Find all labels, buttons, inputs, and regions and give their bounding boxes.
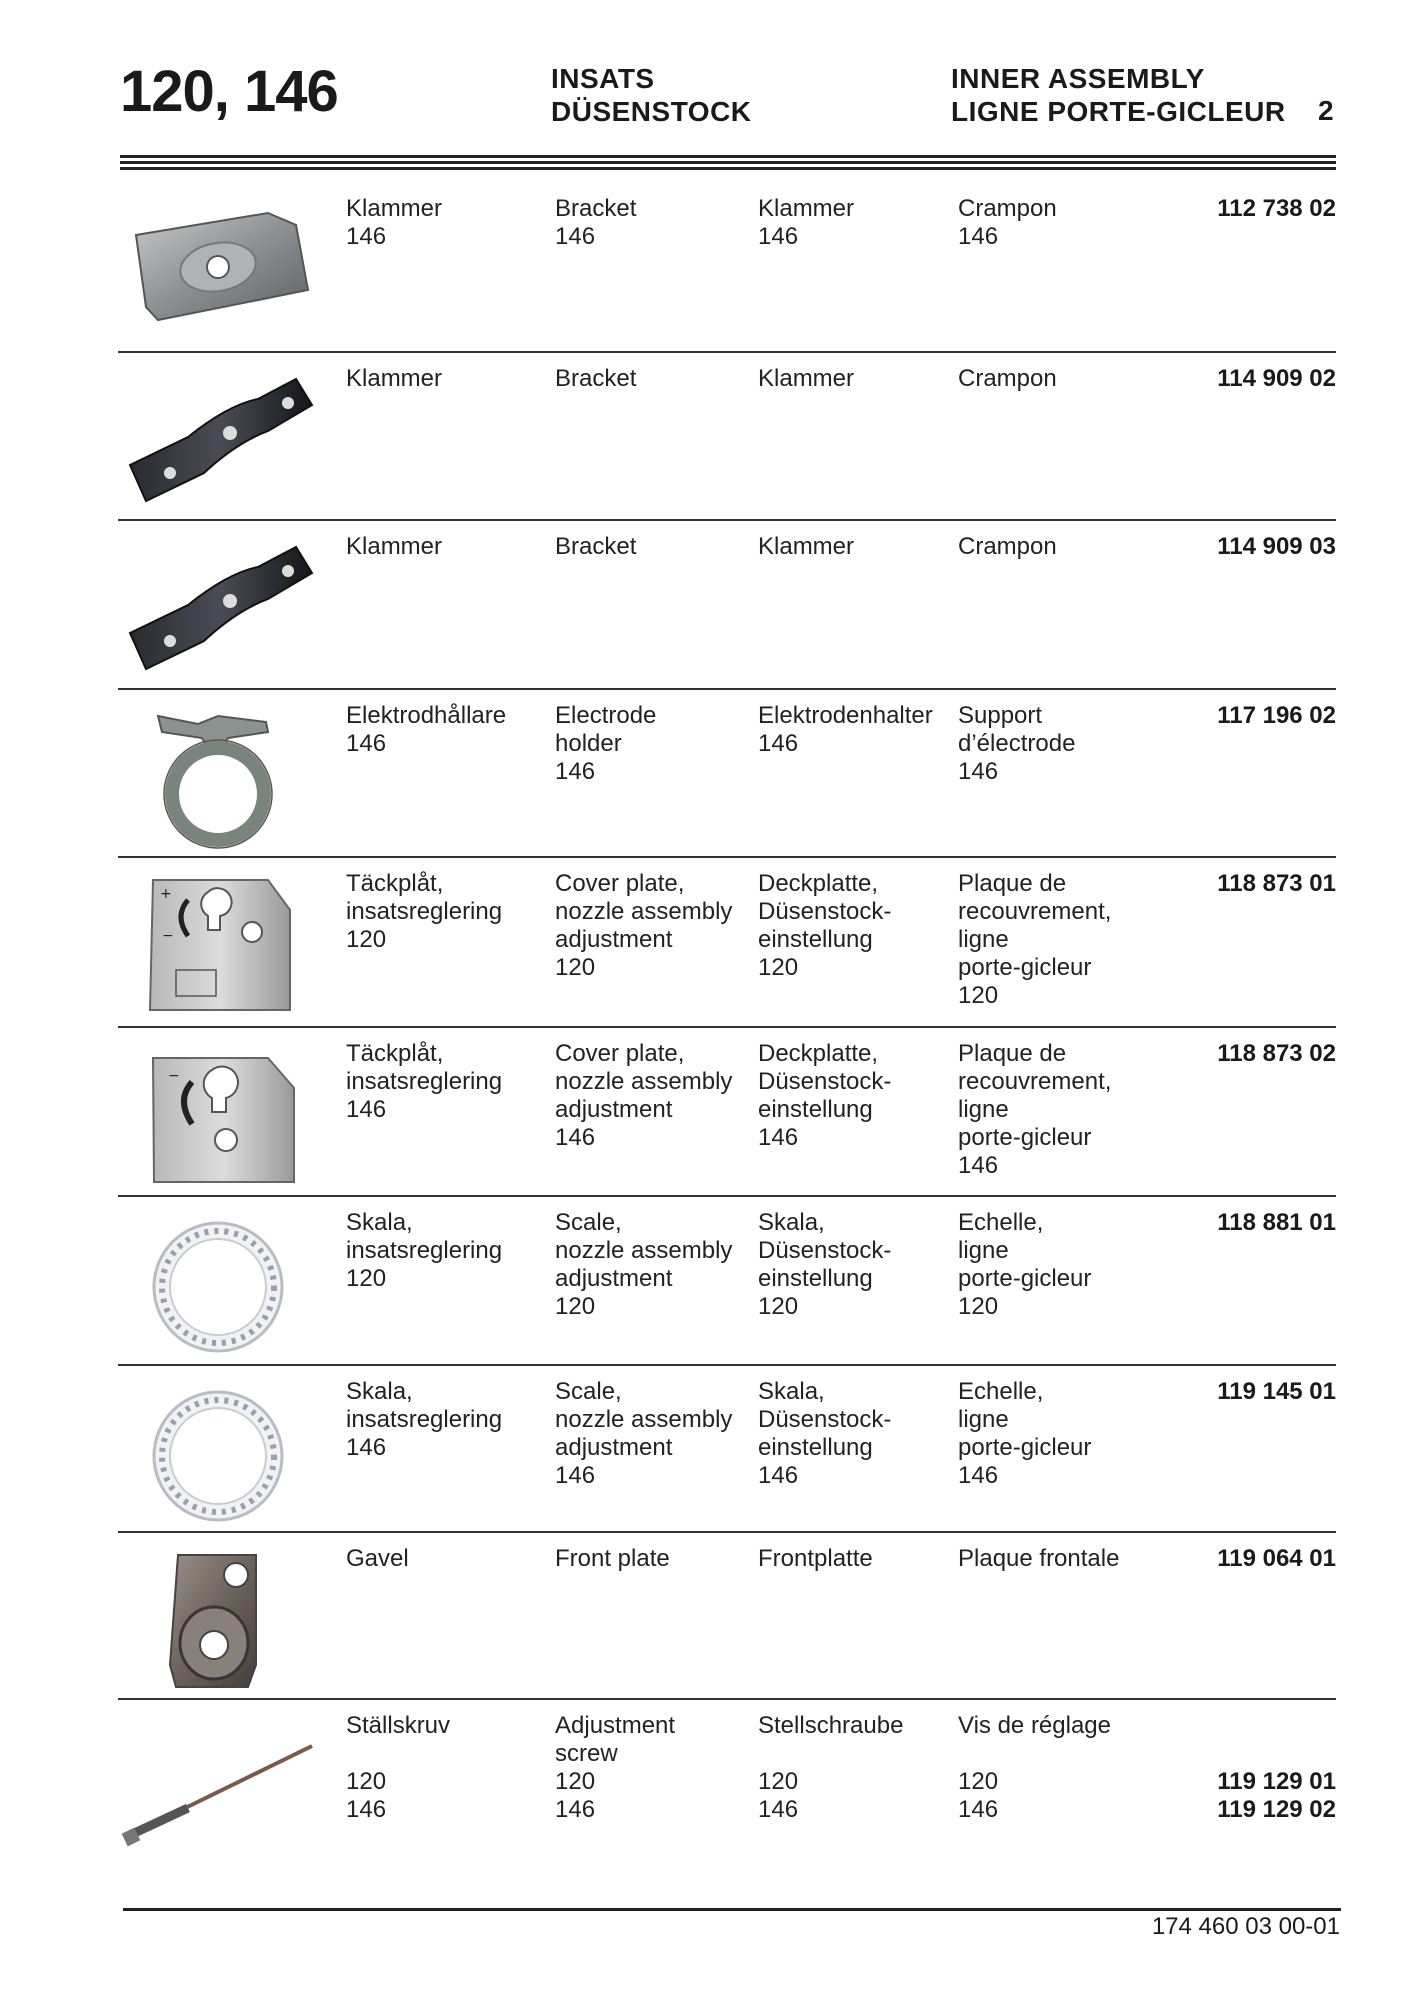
part-number-line: 114 909 02 <box>1217 365 1336 392</box>
part-name-en <box>555 195 636 251</box>
part-name-line <box>346 1740 450 1768</box>
part-name-line: Deckplatte, <box>758 1040 879 1067</box>
part-name-sv <box>346 533 442 561</box>
part-name-line: Täckplåt, <box>346 870 444 897</box>
part-name-line: Düsenstock- <box>758 898 892 925</box>
part-name-line: nozzle assembly <box>555 1406 733 1433</box>
part-name-line: Gavel <box>346 1545 409 1572</box>
part-name-line: 146 <box>958 223 999 250</box>
header-title-fr: LIGNE PORTE-GICLEUR <box>951 96 1286 127</box>
part-name-line: Klammer <box>758 533 855 560</box>
part-number <box>1217 1040 1336 1068</box>
part-name-de <box>758 365 854 393</box>
part-name-line: Elektrodenhalter <box>758 702 933 729</box>
part-name-fr <box>958 1545 1119 1573</box>
part-name-line: Cover plate, <box>555 870 685 897</box>
part-name-line: 146 <box>958 1152 999 1179</box>
header-title-de: DÜSENSTOCK <box>551 96 752 127</box>
part-name-de <box>758 533 854 561</box>
part-name-line: 146 <box>758 1124 799 1151</box>
part-name-de <box>758 702 933 758</box>
header-title-en: INNER ASSEMBLY <box>951 63 1205 94</box>
part-number <box>1217 1712 1336 1824</box>
part-name-line: 120 <box>958 1293 999 1320</box>
part-name-line: porte-gicleur <box>958 1265 1092 1292</box>
part-name-line: einstellung <box>758 926 873 953</box>
part-name-line: 146 <box>958 1462 999 1489</box>
part-name-line: 120 <box>958 982 999 1009</box>
part-name-line: 146 <box>346 1434 387 1461</box>
part-name-line: 120 <box>758 1768 799 1795</box>
part-name-line: 120 <box>555 1293 596 1320</box>
row-separator <box>118 1364 1336 1366</box>
svg-text:−: − <box>168 1068 180 1084</box>
cover-plate-146-icon <box>118 1040 318 1195</box>
part-number-line: 112 738 02 <box>1217 195 1336 222</box>
part-number <box>1217 1209 1336 1237</box>
part-number-line: 119 145 01 <box>1217 1378 1336 1405</box>
part-name-line: Skala, <box>346 1378 413 1405</box>
part-name-line: Frontplatte <box>758 1545 873 1572</box>
part-name-fr <box>958 870 1111 1010</box>
part-name-line: 146 <box>555 1124 596 1151</box>
part-number <box>1217 195 1336 223</box>
row-separator <box>118 688 1336 690</box>
part-name-line: ligne <box>958 1406 1009 1433</box>
part-name-line: Deckplatte, <box>758 870 879 897</box>
part-name-line: insatsreglering <box>346 1406 503 1433</box>
part-name-line: 120 <box>346 1265 387 1292</box>
part-name-de <box>758 870 891 982</box>
part-name-sv <box>346 1040 502 1124</box>
part-name-sv <box>346 195 442 251</box>
bracket-black-icon <box>118 533 318 688</box>
part-name-line: Scale, <box>555 1378 622 1405</box>
part-row <box>118 856 1336 1026</box>
part-name-line: Stellschraube <box>758 1712 904 1739</box>
page-number: 2 <box>1318 95 1334 126</box>
row-separator <box>118 1026 1336 1028</box>
part-name-line: 146 <box>555 223 596 250</box>
part-row <box>118 1531 1336 1698</box>
part-name-line: adjustment <box>555 1096 673 1123</box>
part-name-fr <box>958 1378 1091 1490</box>
part-name-line <box>958 1740 1111 1768</box>
row-separator <box>118 1698 1336 1700</box>
part-name-line: Scale, <box>555 1209 622 1236</box>
part-name-line: Vis de réglage <box>958 1712 1111 1739</box>
part-name-line: nozzle assembly <box>555 1237 733 1264</box>
header-rule-middle <box>120 161 1336 164</box>
part-name-line: nozzle assembly <box>555 898 733 925</box>
part-name-line: 120 <box>758 954 799 981</box>
part-name-line: Täckplåt, <box>346 1040 444 1067</box>
part-name-line: 146 <box>758 1796 799 1823</box>
part-name-line: insatsreglering <box>346 1068 503 1095</box>
part-name-line: 146 <box>758 730 799 757</box>
part-name-line: 120 <box>346 926 387 953</box>
part-number-line: 119 129 01 <box>1217 1768 1336 1795</box>
part-row <box>118 519 1336 688</box>
part-name-en <box>555 1378 732 1490</box>
row-separator <box>118 856 1336 858</box>
part-name-line: Elektrodhållare <box>346 702 507 729</box>
part-name-line: Crampon <box>958 195 1057 222</box>
part-row <box>118 351 1336 519</box>
part-name-fr <box>958 533 1057 561</box>
part-name-line: 146 <box>555 1796 596 1823</box>
part-name-en <box>555 702 656 786</box>
part-name-line: 146 <box>758 1462 799 1489</box>
part-name-line: Skala, <box>758 1378 825 1405</box>
part-number-line <box>1217 1712 1336 1740</box>
part-name-de <box>758 1712 903 1824</box>
part-name-en <box>555 1545 670 1573</box>
row-separator <box>118 1531 1336 1533</box>
part-name-line: Klammer <box>758 195 855 222</box>
part-name-line: 120 <box>958 1768 999 1795</box>
part-name-line: 146 <box>346 730 387 757</box>
part-name-line: 146 <box>555 1462 596 1489</box>
part-name-line: adjustment <box>555 926 673 953</box>
part-name-line: Crampon <box>958 365 1057 392</box>
part-name-sv <box>346 365 442 393</box>
part-name-line: Skala, <box>346 1209 413 1236</box>
part-name-line: Electrode <box>555 702 657 729</box>
part-name-line: adjustment <box>555 1265 673 1292</box>
part-name-line: 146 <box>758 223 799 250</box>
part-number-line: 118 873 02 <box>1217 1040 1336 1067</box>
part-name-line: Düsenstock- <box>758 1068 892 1095</box>
scale-ring-icon <box>118 1209 318 1364</box>
part-name-line: ligne <box>958 1096 1009 1123</box>
part-name-line <box>758 1740 903 1768</box>
part-name-line: insatsreglering <box>346 898 503 925</box>
part-name-line: Klammer <box>346 195 443 222</box>
part-name-en <box>555 1209 732 1321</box>
part-name-en <box>555 1040 732 1152</box>
part-name-line: porte-gicleur <box>958 1434 1092 1461</box>
part-number-line: 114 909 03 <box>1217 533 1336 560</box>
part-name-sv <box>346 1378 502 1462</box>
part-name-fr <box>958 365 1057 393</box>
part-name-line: Klammer <box>346 365 443 392</box>
model-number: 120, 146 <box>120 59 338 124</box>
part-name-line: Plaque de <box>958 870 1067 897</box>
part-name-line: 146 <box>555 758 596 785</box>
part-number <box>1217 365 1336 393</box>
part-name-line: recouvrement, <box>958 898 1112 925</box>
row-separator <box>118 519 1336 521</box>
part-name-line: 146 <box>346 223 387 250</box>
part-name-line: einstellung <box>758 1434 873 1461</box>
part-row <box>118 181 1336 351</box>
part-name-line: holder <box>555 730 622 757</box>
header-title-en-fr <box>951 62 1286 128</box>
part-row <box>118 1364 1336 1531</box>
part-number <box>1217 533 1336 561</box>
svg-text:+: + <box>160 886 172 902</box>
part-name-line: recouvrement, <box>958 1068 1112 1095</box>
part-name-line: 120 <box>555 954 596 981</box>
part-name-line: d’électrode <box>958 730 1076 757</box>
part-number <box>1217 1378 1336 1406</box>
part-number-line <box>1217 1740 1336 1768</box>
part-name-line: 120 <box>346 1768 387 1795</box>
part-name-fr <box>958 1040 1111 1180</box>
part-name-line: Cover plate, <box>555 1040 685 1067</box>
part-name-line: Crampon <box>958 533 1057 560</box>
row-separator <box>118 1195 1336 1197</box>
part-name-line: Klammer <box>758 365 855 392</box>
part-name-line: Ställskruv <box>346 1712 451 1739</box>
cover-plate-120-icon <box>118 870 318 1025</box>
part-name-line: Adjustment <box>555 1712 676 1739</box>
part-row <box>118 688 1336 856</box>
part-name-line: 146 <box>958 1796 999 1823</box>
part-name-fr <box>958 195 1057 251</box>
part-name-sv <box>346 870 502 954</box>
bracket-black-icon <box>118 365 318 520</box>
front-plate-icon <box>118 1545 318 1700</box>
part-name-line: porte-gicleur <box>958 1124 1092 1151</box>
part-name-line: Düsenstock- <box>758 1237 892 1264</box>
part-name-sv <box>346 1209 502 1293</box>
part-number <box>1217 1545 1336 1573</box>
part-name-line: Klammer <box>346 533 443 560</box>
part-number-line: 117 196 02 <box>1217 702 1336 729</box>
part-name-line: Bracket <box>555 533 637 560</box>
part-name-line: adjustment <box>555 1434 673 1461</box>
part-name-line: Plaque frontale <box>958 1545 1120 1572</box>
part-name-line: 146 <box>346 1796 387 1823</box>
part-name-line: 146 <box>958 758 999 785</box>
part-number <box>1217 870 1336 898</box>
part-name-line: einstellung <box>758 1265 873 1292</box>
part-name-de <box>758 195 854 251</box>
part-name-fr <box>958 1712 1111 1824</box>
part-name-sv <box>346 1545 409 1573</box>
footer-rule <box>123 1908 1341 1911</box>
part-name-de <box>758 1040 891 1152</box>
part-name-line: ligne <box>958 926 1009 953</box>
part-name-fr <box>958 1209 1091 1321</box>
part-name-line: Bracket <box>555 365 637 392</box>
row-separator <box>118 351 1336 353</box>
part-name-line: 120 <box>758 1293 799 1320</box>
part-name-line: Front plate <box>555 1545 670 1572</box>
part-name-line: Plaque de <box>958 1040 1067 1067</box>
part-name-line: Bracket <box>555 195 637 222</box>
part-number-line: 119 129 02 <box>1217 1796 1336 1823</box>
part-row <box>118 1026 1336 1195</box>
part-name-line: Skala, <box>758 1209 825 1236</box>
part-name-line: Echelle, <box>958 1378 1044 1405</box>
scale-ring-icon <box>118 1378 318 1533</box>
electrode-holder-icon <box>118 702 318 857</box>
part-number-line: 119 064 01 <box>1217 1545 1336 1572</box>
part-name-line: Echelle, <box>958 1209 1044 1236</box>
part-name-line: insatsreglering <box>346 1237 503 1264</box>
part-name-line: screw <box>555 1740 618 1767</box>
part-name-de <box>758 1209 891 1321</box>
part-name-line: Support <box>958 702 1043 729</box>
part-name-en <box>555 870 732 982</box>
part-name-sv <box>346 702 506 758</box>
part-name-line: nozzle assembly <box>555 1068 733 1095</box>
part-name-line: 120 <box>555 1768 596 1795</box>
part-name-line: 146 <box>346 1096 387 1123</box>
part-name-en <box>555 1712 675 1824</box>
part-name-line: porte-gicleur <box>958 954 1092 981</box>
header-rule-top <box>120 155 1336 158</box>
document-number: 174 460 03 00-01 <box>1151 1913 1340 1940</box>
part-name-sv <box>346 1712 450 1824</box>
part-name-de <box>758 1378 891 1490</box>
header-title-sv-de <box>551 62 752 128</box>
bracket-flat-icon <box>118 195 318 350</box>
part-name-en <box>555 365 636 393</box>
svg-text:−: − <box>162 928 174 944</box>
header-title-sv: INSATS <box>551 63 655 94</box>
part-name-line: ligne <box>958 1237 1009 1264</box>
part-name-de <box>758 1545 873 1573</box>
header-rule-bottom <box>120 167 1336 170</box>
part-name-line: einstellung <box>758 1096 873 1123</box>
part-row <box>118 1195 1336 1364</box>
adjustment-screw-icon <box>118 1712 318 1867</box>
part-name-fr <box>958 702 1075 786</box>
part-number-line: 118 873 01 <box>1217 870 1336 897</box>
part-number-line: 118 881 01 <box>1217 1209 1336 1236</box>
part-name-line: Düsenstock- <box>758 1406 892 1433</box>
part-name-en <box>555 533 636 561</box>
part-number <box>1217 702 1336 730</box>
part-row <box>118 1698 1336 1888</box>
